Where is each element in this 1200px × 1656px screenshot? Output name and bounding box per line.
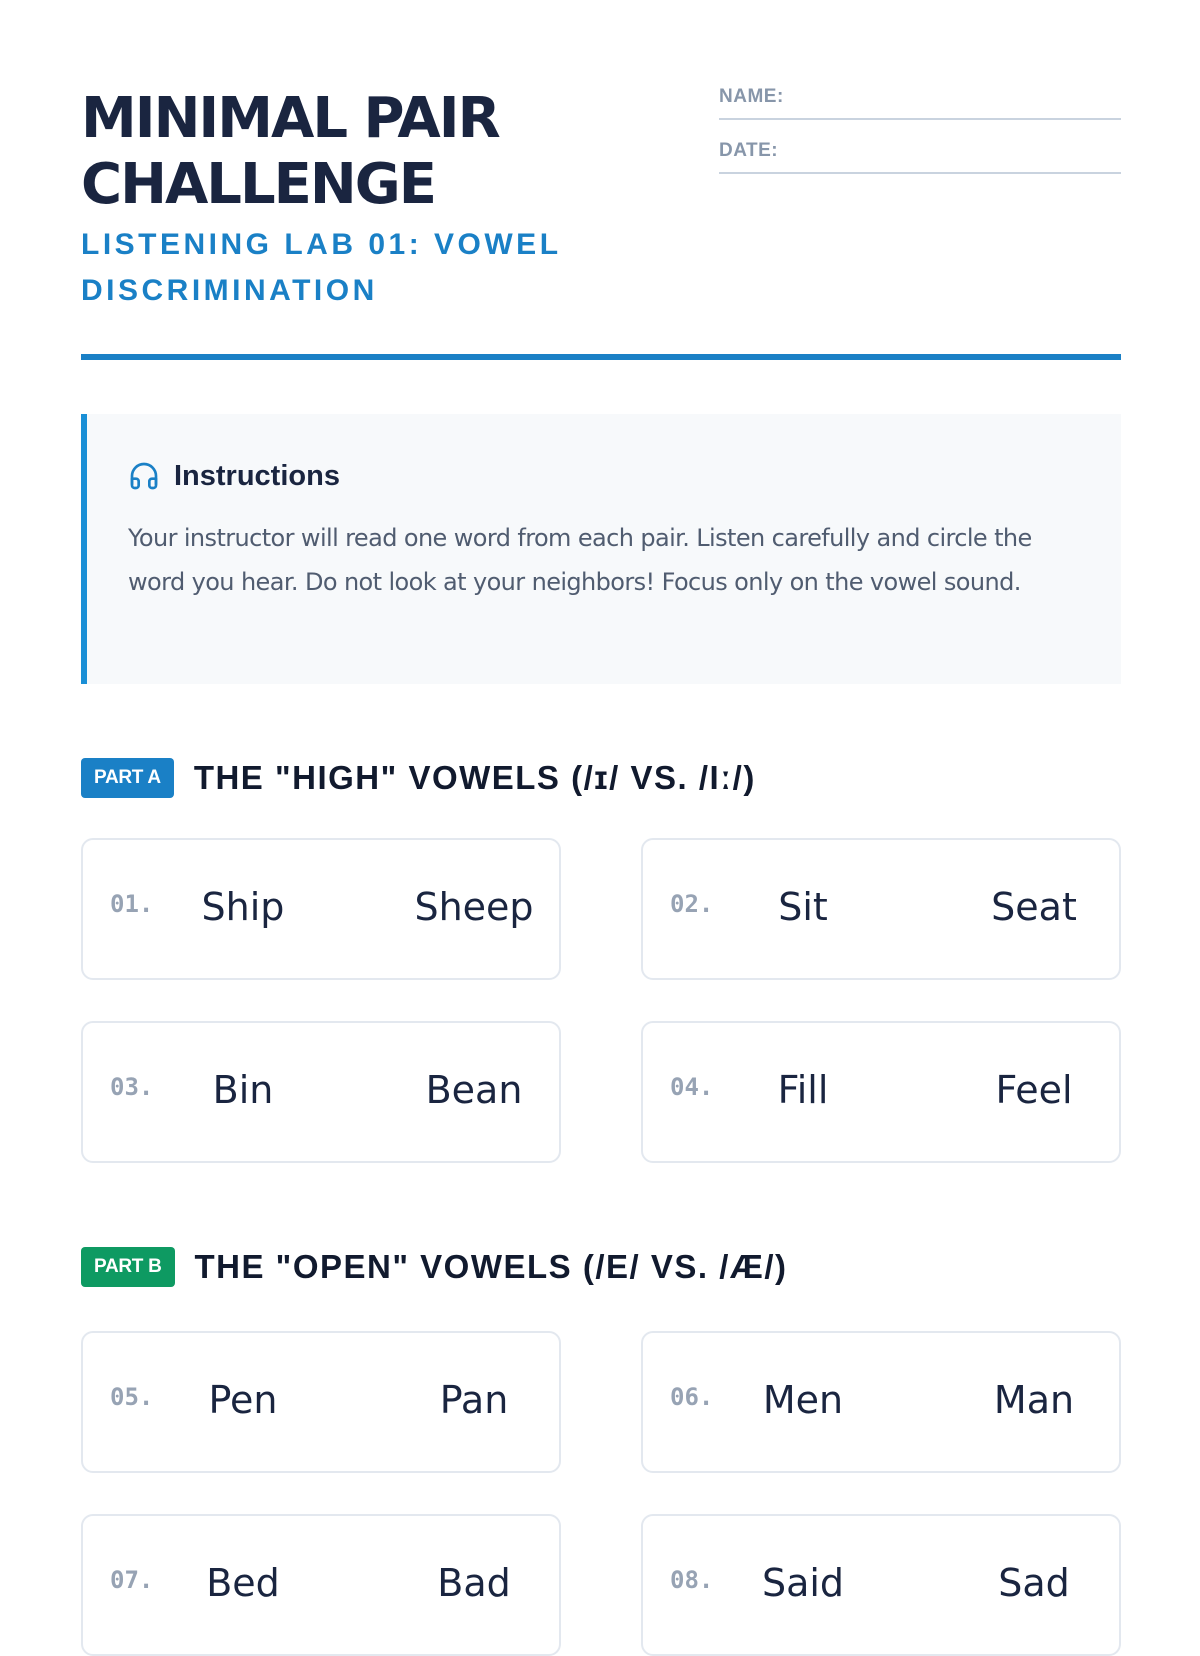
pair-card (81, 1021, 561, 1163)
word-option[interactable]: Pan (439, 1378, 509, 1422)
title-line-2: CHALLENGE (81, 152, 436, 217)
pair-card (81, 1514, 561, 1656)
word-option[interactable]: Sad (998, 1561, 1070, 1605)
pair-card (641, 1021, 1121, 1163)
instructions-title: Instructions (174, 459, 340, 492)
pair-card (81, 838, 561, 980)
worksheet-header (81, 80, 1121, 360)
instructions-text: Your instructor will read one word from each pair. Listen carefully and circle the word you hear. Do not look at your neighbors! Focus only on the vowel sound. (128, 524, 1032, 596)
word-option[interactable]: Feel (995, 1068, 1073, 1112)
pair-number: 01. (110, 890, 154, 918)
word-option[interactable]: Pen (208, 1378, 278, 1422)
word-option[interactable]: Seat (991, 885, 1077, 929)
word-option[interactable]: Said (761, 1561, 845, 1605)
pair-number: 04. (670, 1073, 714, 1101)
name-label: NAME: (719, 86, 784, 107)
word-option[interactable]: Fill (777, 1068, 829, 1112)
word-option[interactable]: Bad (437, 1561, 511, 1605)
word-option[interactable]: Bean (425, 1068, 523, 1112)
word-option[interactable]: Bin (212, 1068, 274, 1112)
part-badge: PART B (81, 1247, 175, 1287)
part-badge: PART A (81, 758, 174, 798)
word-option[interactable]: Sheep (414, 885, 534, 929)
pair-number: 07. (110, 1566, 154, 1594)
pair-number: 08. (670, 1566, 714, 1594)
instructions-header (128, 456, 1081, 496)
pair-card (641, 838, 1121, 980)
pair-number: 06. (670, 1383, 714, 1411)
instructions-box (81, 414, 1121, 684)
word-option[interactable]: Men (762, 1378, 844, 1422)
section-title: THE "OPEN" VOWELS (/E/ VS. /Æ/) (194, 1248, 788, 1285)
page-subtitle: LISTENING LAB 01: VOWEL DISCRIMINATION (81, 228, 561, 307)
student-info (719, 80, 1121, 188)
section-title: THE "HIGH" VOWELS (/ɪ/ VS. /Iː/) (193, 759, 756, 796)
word-option[interactable]: Sit (778, 885, 828, 929)
date-label: DATE: (719, 140, 779, 161)
word-option[interactable]: Bed (206, 1561, 280, 1605)
headphones-icon (128, 460, 160, 492)
worksheet-page (81, 0, 1121, 1605)
pair-number: 05. (110, 1383, 154, 1411)
pair-card (641, 1514, 1121, 1656)
title-line-1: MINIMAL PAIR (81, 86, 499, 151)
pair-number: 03. (110, 1073, 154, 1101)
pair-card (641, 1331, 1121, 1473)
word-option[interactable]: Man (993, 1378, 1075, 1422)
section-header-part-a (81, 758, 756, 798)
section-header-part-b (81, 1247, 788, 1287)
header-divider (81, 354, 1121, 360)
page-title (81, 86, 641, 218)
pair-card (81, 1331, 561, 1473)
date-field[interactable] (719, 134, 1121, 174)
word-option[interactable]: Ship (201, 885, 285, 929)
pair-number: 02. (670, 890, 714, 918)
name-field[interactable] (719, 80, 1121, 120)
